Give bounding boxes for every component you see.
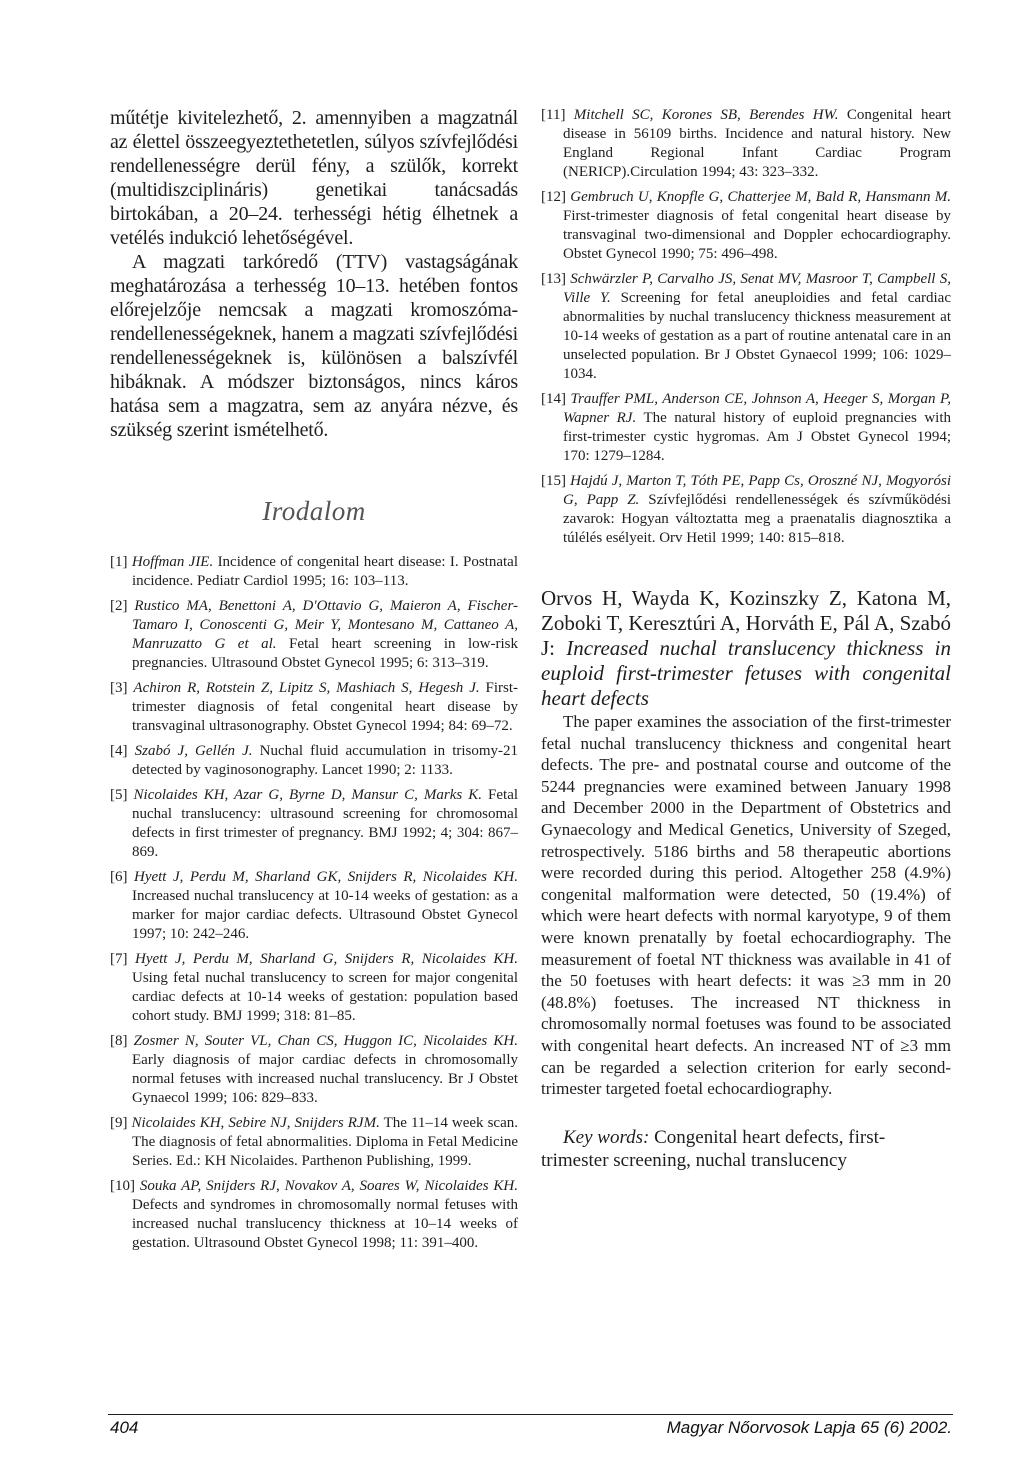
reference-number: [1] bbox=[110, 554, 128, 570]
reference-item bbox=[110, 786, 518, 862]
reference-text: Using fetal nuchal translucency to screen for major congenital cardiac defects at 10-14 weeks of gestation: population based cohort study. BMJ 1999; 318: 81–85. bbox=[132, 970, 518, 1024]
reference-text: Szívfejlődési rendellenességek és szívműködési zavarok: Hogyan változtatta meg a praenatalis diagnosztika a túlélés esélyeit. Orv Hetil 1999; 140: 815–818. bbox=[563, 492, 951, 546]
reference-text: Screening for fetal aneuploidies and fetal cardiac abnormalities by nuchal translucency thickness measurement at 10-14 weeks of gestation as a part of routine antenatal care in an unselected population. Br J Obstet Gynaecol 1999; 106: 1029–1034. bbox=[563, 290, 951, 382]
reference-item bbox=[110, 597, 518, 673]
reference-text: Defects and syndromes in chromosomally normal fetuses with increased nuchal translucency thickness at 10–14 weeks of gestation. Ultrasound Obstet Gynecol 1998; 11: 391–400. bbox=[132, 1197, 518, 1251]
reference-text: Nuchal fluid accumulation in trisomy-21 detected by vaginosonography. Lancet 1990; 2: 1133. bbox=[132, 743, 519, 778]
keywords bbox=[541, 1126, 951, 1172]
reference-number: [14] bbox=[541, 391, 566, 407]
references-heading: Irodalom bbox=[262, 496, 366, 526]
reference-number: [8] bbox=[110, 1033, 128, 1049]
reference-list bbox=[110, 553, 518, 1253]
body-paragraph: műtétje kivitelezhető, 2. amennyiben a magzatnál az élettel összeegyeztethetetlen, súlyos szívfejlődési rendellenességre derül fény, a szülők, korrekt (multidiszciplináris) genetikai tanácsadás birtokában, a 20–24. terhességi hétig élhetnek a vetélés indukció lehetőségével. bbox=[110, 107, 518, 249]
english-summary-header bbox=[541, 586, 951, 711]
reference-item bbox=[110, 679, 518, 736]
reference-number: [9] bbox=[110, 1115, 128, 1131]
reference-item bbox=[110, 1032, 518, 1108]
reference-number: [4] bbox=[110, 743, 128, 759]
reference-item bbox=[110, 553, 518, 591]
reference-authors: Zosmer N, Souter VL, Chan CS, Huggon IC, Nicolaides KH. bbox=[133, 1033, 518, 1049]
reference-authors: Hyett J, Perdu M, Sharland G, Snijders R, Nicolaides KH. bbox=[134, 951, 518, 967]
reference-authors: Mitchell SC, Korones SB, Berendes HW. bbox=[573, 107, 839, 123]
reference-text: Congenital heart disease in 56109 births. Incidence and natural history. New England Regional Infant Cardiac Program (NERICP).Circulation 1994; 43: 323–332. bbox=[563, 107, 951, 180]
reference-item bbox=[541, 188, 951, 264]
summary-abstract: The paper examines the association of the first-trimester fetal nuchal translucency thickness and congenital heart defects. The pre- and postnatal course and outcome of the 5244 pregnancies were examined between January 1998 and December 2000 in the Department of Obstetrics and Gynaecology and Medical Genetics, University of Szeged, retrospectively. 5186 births and 58 therapeutic abortions were recorded during this period. Altogether 258 (4.9%) congenital malformation were detected, 50 (19.4%) of which were heart defects with normal karyotype, 9 of them were known prenatally by foetal echocardiography. The measurement of foetal NT thickness was available in 41 of the 50 foetuses with heart defects: it was ≥3 mm in 20 (48.8%) foetuses. The increased NT thickness in chromosomally normal foetuses was found to be associated with congenital heart defects. An increased NT of ≥3 mm can be regarded a selection criterion for early second-trimester targeted foetal echocardiography. bbox=[541, 712, 951, 1099]
reference-authors: Achiron R, Rotstein Z, Lipitz S, Mashiach S, Hegesh J. bbox=[133, 680, 480, 696]
reference-number: [15] bbox=[541, 473, 566, 489]
reference-number: [12] bbox=[541, 189, 566, 205]
reference-authors: Hyett J, Perdu M, Sharland GK, Snijders R, Nicolaides KH. bbox=[133, 869, 518, 885]
reference-text: The 11–14 week scan. The diagnosis of fetal abnormalities. Diploma in Fetal Medicine Series. Ed.: KH Nicolaides. Parthenon Publishing, 1999. bbox=[132, 1115, 518, 1169]
reference-item bbox=[110, 950, 518, 1026]
reference-number: [10] bbox=[110, 1178, 135, 1194]
body-paragraph: A magzati tarkóredő (TTV) vastagságának meghatározása a terhesség 10–13. hetében fontos előrejelzője nemcsak a magzati kromoszóma-rendellenességeknek, hanem a magzati szívfejlődési rendellenességeknek is, különösen a balszívfél hibáknak. A módszer biztonságos, nincs káros hatása sem a magzatra, sem az anyára nézve, és szükség szerint ismételhető. bbox=[110, 251, 518, 441]
reference-item bbox=[541, 106, 951, 182]
keywords-text: Congenital heart defects, first-trimester screening, nuchal translucency bbox=[541, 1126, 886, 1171]
reference-authors: Hoffman JIE. bbox=[131, 554, 214, 570]
summary-authors: Orvos H, Wayda K, Kozinszky Z, Katona M, Zoboki T, Keresztúri A, Horváth E, Pál A, Szabó J: bbox=[541, 586, 951, 660]
reference-number: [2] bbox=[110, 598, 128, 614]
reference-number: [7] bbox=[110, 951, 128, 967]
summary-title: Increased nuchal translucency thickness in euploid first-trimester fetuses with congenital heart defects bbox=[541, 636, 951, 710]
reference-number: [5] bbox=[110, 787, 128, 803]
reference-list-continued bbox=[541, 106, 951, 548]
reference-item bbox=[541, 270, 951, 384]
reference-number: [13] bbox=[541, 271, 566, 287]
reference-number: [11] bbox=[541, 107, 566, 123]
journal-citation: Magyar Nőorvosok Lapja 65 (6) 2002. bbox=[666, 1418, 952, 1437]
reference-authors: Hajdú J, Marton T, Tóth PE, Papp Cs, Oroszné NJ, Mogyorósi G, Papp Z. bbox=[563, 473, 951, 508]
right-column bbox=[541, 106, 951, 1172]
reference-authors: Souka AP, Snijders RJ, Novakov A, Soares W, Nicolaides KH. bbox=[139, 1178, 518, 1194]
reference-text: The natural history of euploid pregnancies with first-trimester cystic hygromas. Am J Obstet Gynecol 1994; 170: 1279–1284. bbox=[563, 410, 951, 464]
reference-number: [3] bbox=[110, 680, 128, 696]
reference-item bbox=[110, 1177, 518, 1253]
reference-text: Increased nuchal translucency at 10-14 weeks of gestation: as a marker for major cardiac defects. Ultrasound Obstet Gynecol 1997; 10: 242–246. bbox=[132, 888, 518, 942]
reference-authors: Nicolaides KH, Sebire NJ, Snijders RJM. bbox=[131, 1115, 380, 1131]
reference-authors: Nicolaides KH, Azar G, Byrne D, Mansur C, Marks K. bbox=[133, 787, 482, 803]
reference-item bbox=[110, 1114, 518, 1171]
reference-text: Early diagnosis of major cardiac defects in chromosomally normal fetuses with increased nuchal translucency. Br J Obstet Gynaecol 1999; 106: 829–833. bbox=[132, 1052, 518, 1106]
left-column bbox=[110, 106, 518, 1259]
reference-item bbox=[110, 868, 518, 944]
reference-item bbox=[110, 742, 518, 780]
reference-item bbox=[541, 390, 951, 466]
reference-text: Fetal heart screening in low-risk pregnancies. Ultrasound Obstet Gynecol 1995; 6: 313–319. bbox=[132, 636, 519, 671]
page-number: 404 bbox=[110, 1418, 139, 1437]
reference-authors: Rustico MA, Benettoni A, D'Ottavio G, Maieron A, Fischer-Tamaro I, Conoscenti G, Meir Y, Montesano M, Cattaneo A, Manruzatto G et al. bbox=[132, 598, 518, 652]
reference-authors: Gembruch U, Knopfle G, Chatterjee M, Bald R, Hansmann M. bbox=[570, 189, 951, 205]
reference-text: Fetal nuchal translucency: ultrasound screening for chromosomal defects in first trimester of pregnancy. BMJ 1992; 4; 304: 867–869. bbox=[132, 787, 519, 860]
reference-text: First-trimester diagnosis of fetal congenital heart disease by transvaginal ultrasonography. Obstet Gynecol 1994; 84: 69–72. bbox=[132, 680, 519, 734]
reference-item bbox=[541, 472, 951, 548]
keywords-label: Key words: bbox=[563, 1126, 650, 1148]
reference-text: First-trimester diagnosis of fetal congenital heart disease by transvaginal two-dimensional and Doppler echocardiography. Obstet Gynecol 1990; 75: 496–498. bbox=[563, 208, 951, 262]
reference-authors: Schwärzler P, Carvalho JS, Senat MV, Masroor T, Campbell S, Ville Y. bbox=[563, 271, 951, 306]
reference-authors: Trauffer PML, Anderson CE, Johnson A, Heeger S, Morgan P, Wapner RJ. bbox=[563, 391, 952, 426]
reference-text: Incidence of congenital heart disease: I. Postnatal incidence. Pediatr Cardiol 1995; 16: 103–113. bbox=[132, 554, 518, 589]
reference-authors: Szabó J, Gellén J. bbox=[134, 743, 253, 759]
footer-rule bbox=[108, 1414, 953, 1415]
reference-number: [6] bbox=[110, 869, 128, 885]
